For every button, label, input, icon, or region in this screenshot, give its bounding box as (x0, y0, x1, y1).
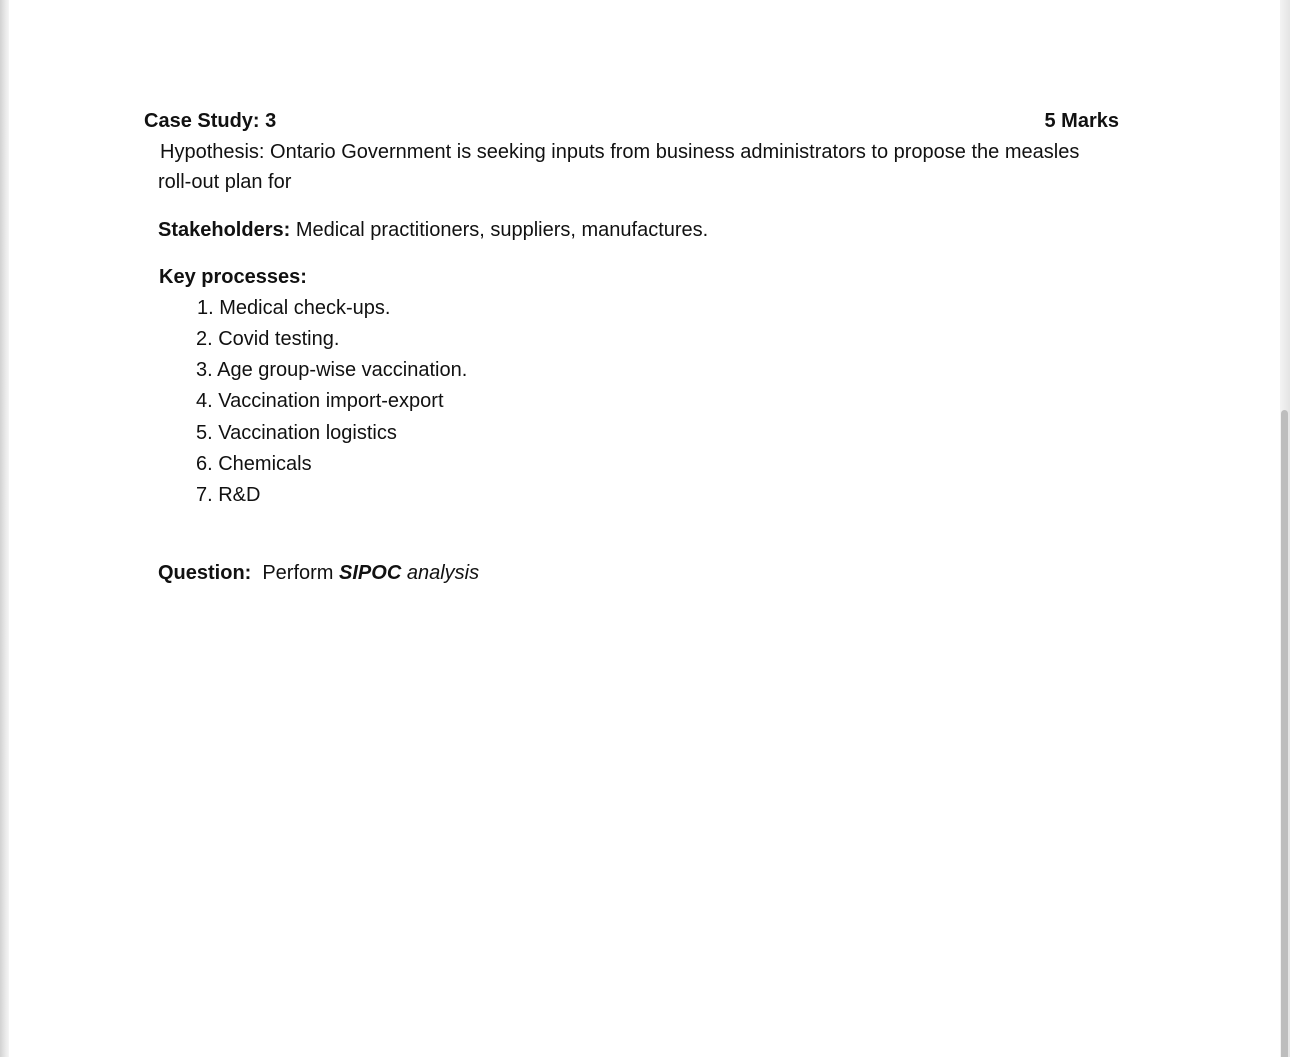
list-item: 2. Covid testing. (196, 328, 340, 350)
question-label: Question: (158, 562, 252, 584)
document-page (9, 0, 1280, 1057)
list-item: 1. Medical check-ups. (197, 297, 391, 319)
list-item: 7. R&D (196, 484, 261, 506)
case-study-title: Case Study: 3 (144, 110, 277, 132)
question-emphasis: SIPOC (339, 562, 402, 584)
marks-label: 5 Marks (1044, 110, 1119, 132)
key-processes-heading: Key processes: (159, 266, 307, 288)
stakeholders-label: Stakeholders: (158, 219, 291, 241)
list-item: 6. Chemicals (196, 453, 312, 475)
stakeholders-value: Medical practitioners, suppliers, manufactures. (290, 219, 709, 241)
list-item: 4. Vaccination import-export (196, 390, 444, 412)
page-shadow-left (0, 0, 9, 1057)
question-suffix: analysis (401, 562, 480, 584)
scrollbar-thumb[interactable] (1281, 410, 1288, 1057)
hypothesis-line-1: Hypothesis: Ontario Government is seeking inputs from business administrators to propose the measles (160, 141, 1080, 163)
question-paragraph (158, 561, 479, 585)
hypothesis-line-2: roll-out plan for (158, 171, 292, 193)
stakeholders-paragraph (158, 215, 708, 245)
list-item: 3. Age group-wise vaccination. (196, 359, 468, 381)
list-item: 5. Vaccination logistics (196, 422, 397, 444)
question-prefix: Perform (262, 562, 340, 584)
